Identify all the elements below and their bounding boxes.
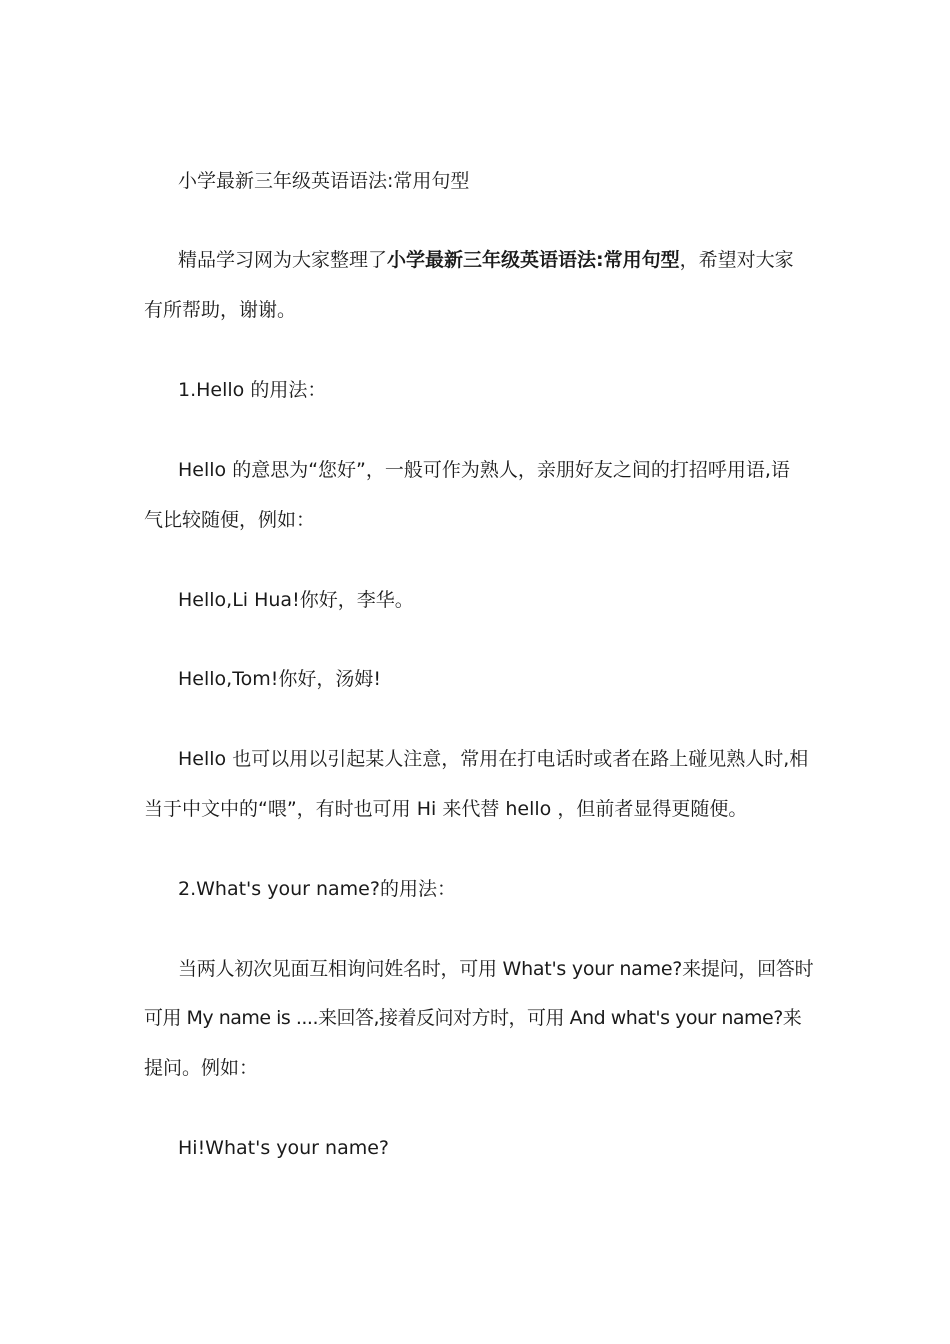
section-2-para-1-line-2: 可用 My name is ....来回答,接着反问对方时，可用 And what's your name?来	[144, 1007, 802, 1029]
section-1-para-2-line-2: 当于中文中的“喂”，有时也可用 Hi 来代替 hello ，但前者显得更随便。	[144, 798, 748, 820]
section-2-para-1-line-1: 当两人初次见面互相询问姓名时，可用 What's your name?来提问，回答时	[178, 958, 814, 980]
section-1-example-2: Hello,Tom!你好，汤姆!	[178, 668, 381, 690]
intro-bold-title: 小学最新三年级英语语法:常用句型	[387, 249, 680, 271]
intro-paragraph-line-1	[178, 247, 812, 273]
section-1-para-1-line-2: 气比较随便，例如：	[144, 509, 316, 531]
intro-paragraph-line-2: 有所帮助，谢谢。	[144, 299, 297, 321]
section-1-heading: 1.Hello 的用法：	[178, 379, 327, 401]
section-1-para-2-line-1: Hello 也可以用以引起某人注意，常用在打电话时或者在路上碰见熟人时,相	[178, 748, 809, 770]
section-1-para-1-line-1: Hello 的意思为“您好”，一般可作为熟人，亲朋好友之间的打招呼用语,语	[178, 459, 790, 481]
intro-suffix: ，希望对大家	[679, 249, 794, 271]
document-title: 小学最新三年级英语语法:常用句型	[178, 170, 470, 192]
section-2-example-1: Hi!What's your name?	[178, 1137, 389, 1159]
section-2-para-1-line-3: 提问。例如：	[144, 1057, 259, 1079]
section-1-example-1: Hello,Li Hua!你好，李华。	[178, 589, 414, 611]
section-2-heading: 2.What's your name?的用法：	[178, 878, 456, 900]
intro-prefix: 精品学习网为大家整理了	[178, 249, 388, 271]
